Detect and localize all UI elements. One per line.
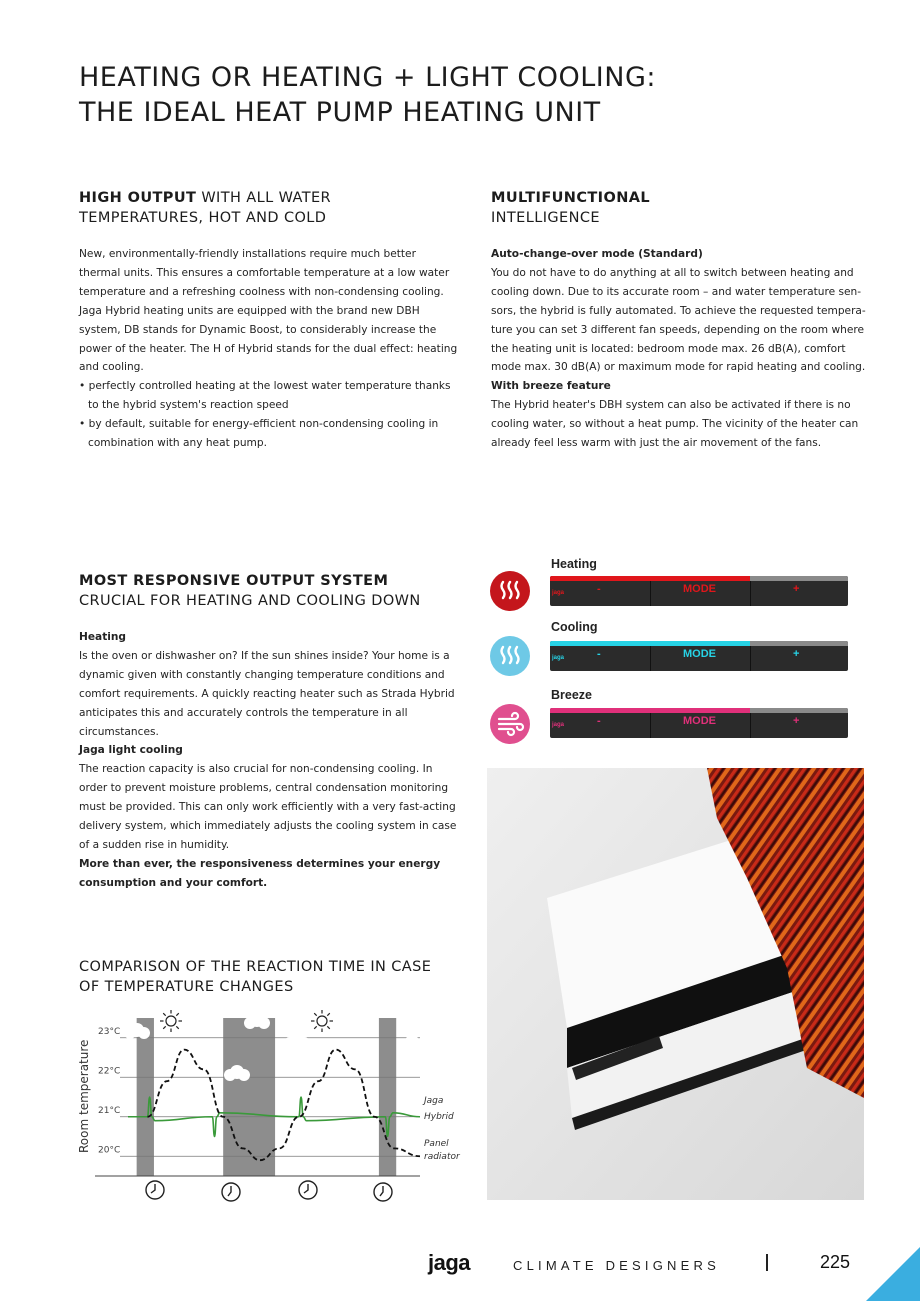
strip-brand: jaga <box>552 722 565 728</box>
footer-separator <box>766 1254 768 1271</box>
cloud-puff <box>413 1039 425 1051</box>
mode-heating-label: Heating <box>551 557 597 571</box>
strip-brand: jaga <box>552 590 565 596</box>
comparison-section <box>79 957 459 997</box>
minus-button[interactable]: - <box>597 648 601 660</box>
page-title <box>79 60 859 130</box>
comparison-heading-line2: OF TEMPERATURE CHANGES <box>79 979 294 995</box>
sun-ray <box>327 1026 329 1028</box>
responsive-heading-line2: CRUCIAL FOR HEATING AND COOLING DOWN <box>79 593 421 609</box>
high-output-heading-rest: WITH ALL WATER <box>196 190 332 206</box>
page-title-line1: HEATING OR HEATING + LIGHT COOLING: <box>79 62 656 93</box>
mode-button[interactable]: MODE <box>683 583 716 595</box>
legend-panel-line1: Panel <box>424 1139 449 1149</box>
legend-jaga-line1: Jaga <box>424 1096 444 1106</box>
high-output-heading-bold: HIGH OUTPUT <box>79 190 197 206</box>
reaction-time-chart <box>70 1003 470 1213</box>
chart-ytick-label: 23°C <box>98 1026 121 1037</box>
minus-button[interactable]: - <box>597 715 601 727</box>
product-photo <box>487 768 864 1200</box>
sun-ray <box>176 1013 178 1015</box>
multifunctional-heading-bold: MULTIFUNCTIONAL <box>491 190 650 206</box>
wind-icon <box>490 704 530 744</box>
jaga-logo: jaga <box>428 1250 471 1275</box>
responsive-heading <box>79 571 459 611</box>
responsive-sub1: Heating <box>79 631 127 643</box>
multifunctional-heading-line2: INTELLIGENCE <box>491 210 600 226</box>
high-output-bullet1: • perfectly controlled heating at the lowest water temperature thanks to the hybrid system's reaction speed <box>79 380 451 412</box>
plus-button[interactable]: + <box>793 715 800 727</box>
minus-button[interactable]: - <box>597 583 601 595</box>
strip-brand: jaga <box>552 655 565 661</box>
chart-ylabel: Room temperature <box>77 1039 91 1153</box>
sun-ray <box>176 1026 178 1028</box>
sun-ray <box>327 1013 329 1015</box>
sun-icon <box>311 1010 333 1032</box>
clock-icon <box>146 1181 164 1199</box>
chart-ytick-label: 20°C <box>98 1145 121 1156</box>
footer-tagline: CLIMATE DESIGNERS <box>513 1258 720 1273</box>
control-strip-heating <box>550 576 848 606</box>
chart-ytick-label: 22°C <box>98 1066 121 1077</box>
responsive-closing: More than ever, the responsiveness determines your energy consumption and your comfort. <box>79 857 441 889</box>
control-strip-cooling <box>550 641 848 671</box>
responsive-body <box>79 628 459 893</box>
page-title-line2: THE IDEAL HEAT PUMP HEATING UNIT <box>79 97 601 128</box>
multifunctional-para1: You do not have to do anything at all to switch between heating and cooling down. Due to its accurate room – and water temperature sen-sors, the hybrid is fully automated. To achieve the requested tempera-ture you can set 3 different fan speeds, depending on the room where the heating unit is located: bedroom mode max. 26 dB(A), comfort mode max. 30 dB(A) or maximum mode for rapid heating and cooling. <box>491 266 866 374</box>
chart-band-0 <box>137 1018 154 1176</box>
sun-ray <box>163 1013 165 1015</box>
clock-icon <box>222 1183 240 1201</box>
legend-panel-line2: radiator <box>424 1152 460 1162</box>
sun-icon <box>160 1010 182 1032</box>
high-output-section <box>79 188 459 453</box>
page-number: 225 <box>820 1252 851 1272</box>
cloud-icon <box>284 1033 310 1049</box>
multifunctional-section <box>491 188 871 453</box>
multifunctional-heading <box>491 188 871 228</box>
multifunctional-body <box>491 245 871 453</box>
cloud-puff <box>258 1017 270 1029</box>
high-output-bullet2: • by default, suitable for energy-efficient non-condensing cooling in combination with any heat pump. <box>79 418 439 450</box>
cloud-puff <box>298 1037 310 1049</box>
plus-button[interactable]: + <box>793 583 800 595</box>
chart-ytick-label: 21°C <box>98 1105 121 1116</box>
comparison-heading <box>79 957 459 997</box>
cool-wave-icon <box>490 636 530 676</box>
responsive-section <box>79 571 459 893</box>
mode-breeze-label: Breeze <box>551 688 592 702</box>
comparison-heading-line1: COMPARISON OF THE REACTION TIME IN CASE <box>79 959 432 975</box>
multifunctional-para2: The Hybrid heater's DBH system can also be activated if there is no cooling water, so without a heat pump. The vicinity of the heater can already feel less warm with just the air movement of the fans. <box>491 399 859 450</box>
mode-button[interactable]: MODE <box>683 715 716 727</box>
clock-icon <box>299 1181 317 1199</box>
responsive-sub2: Jaga light cooling <box>79 744 183 757</box>
high-output-heading <box>79 188 459 228</box>
high-output-para: New, environmentally-friendly installations require much better thermal units. This ensures a comfortable temperature at a low water temperature and a refreshing coolness with non-condensing cooling. Jaga Hybrid heating units are equipped with the brand new DBH system, DB stands for Dynamic Boost, to considerably increase the power of the heater. The H of Hybrid stands for the dual effect: heating and cooling. <box>79 248 458 374</box>
sun-ray <box>163 1026 165 1028</box>
high-output-body <box>79 245 459 453</box>
responsive-heading-line1: MOST RESPONSIVE OUTPUT SYSTEM <box>79 573 389 589</box>
responsive-para2: The reaction capacity is also crucial for non-condensing cooling. In order to prevent moisture problems, central condensation monitoring must be provided. This can only work efficiently with a very fast-acting delivery system, which immediately adjusts the cooling system in case of a sudden rise in humidity. <box>79 763 457 851</box>
legend-jaga-line2: Hybrid <box>424 1112 454 1122</box>
cloud-icon <box>244 1013 270 1029</box>
plus-button[interactable]: + <box>793 648 800 660</box>
mode-cooling-label: Cooling <box>551 620 598 634</box>
multifunctional-sub2: With breeze feature <box>491 380 611 393</box>
heat-wave-icon <box>490 571 530 611</box>
responsive-para1: Is the oven or dishwasher on? If the sun shines inside? Your home is a dynamic given with constantly changing temperature conditions and comfort requirements. A quickly reacting heater such as Strada Hybrid anticipates this and accurately controls the temperature in all circumstances. <box>79 649 455 738</box>
corner-accent <box>866 1247 920 1301</box>
sun-core <box>317 1016 327 1026</box>
sun-ray <box>314 1013 316 1015</box>
sun-ray <box>314 1026 316 1028</box>
cloud-puff <box>238 1069 250 1081</box>
control-strip-breeze <box>550 708 848 738</box>
high-output-heading-line2: TEMPERATURES, HOT AND COLD <box>79 210 327 226</box>
cloud-puff <box>138 1027 150 1039</box>
sun-core <box>166 1016 176 1026</box>
clock-icon <box>374 1183 392 1201</box>
chart-band-2 <box>379 1018 396 1176</box>
multifunctional-sub1: Auto-change-over mode (Standard) <box>491 248 703 260</box>
mode-button[interactable]: MODE <box>683 648 716 660</box>
